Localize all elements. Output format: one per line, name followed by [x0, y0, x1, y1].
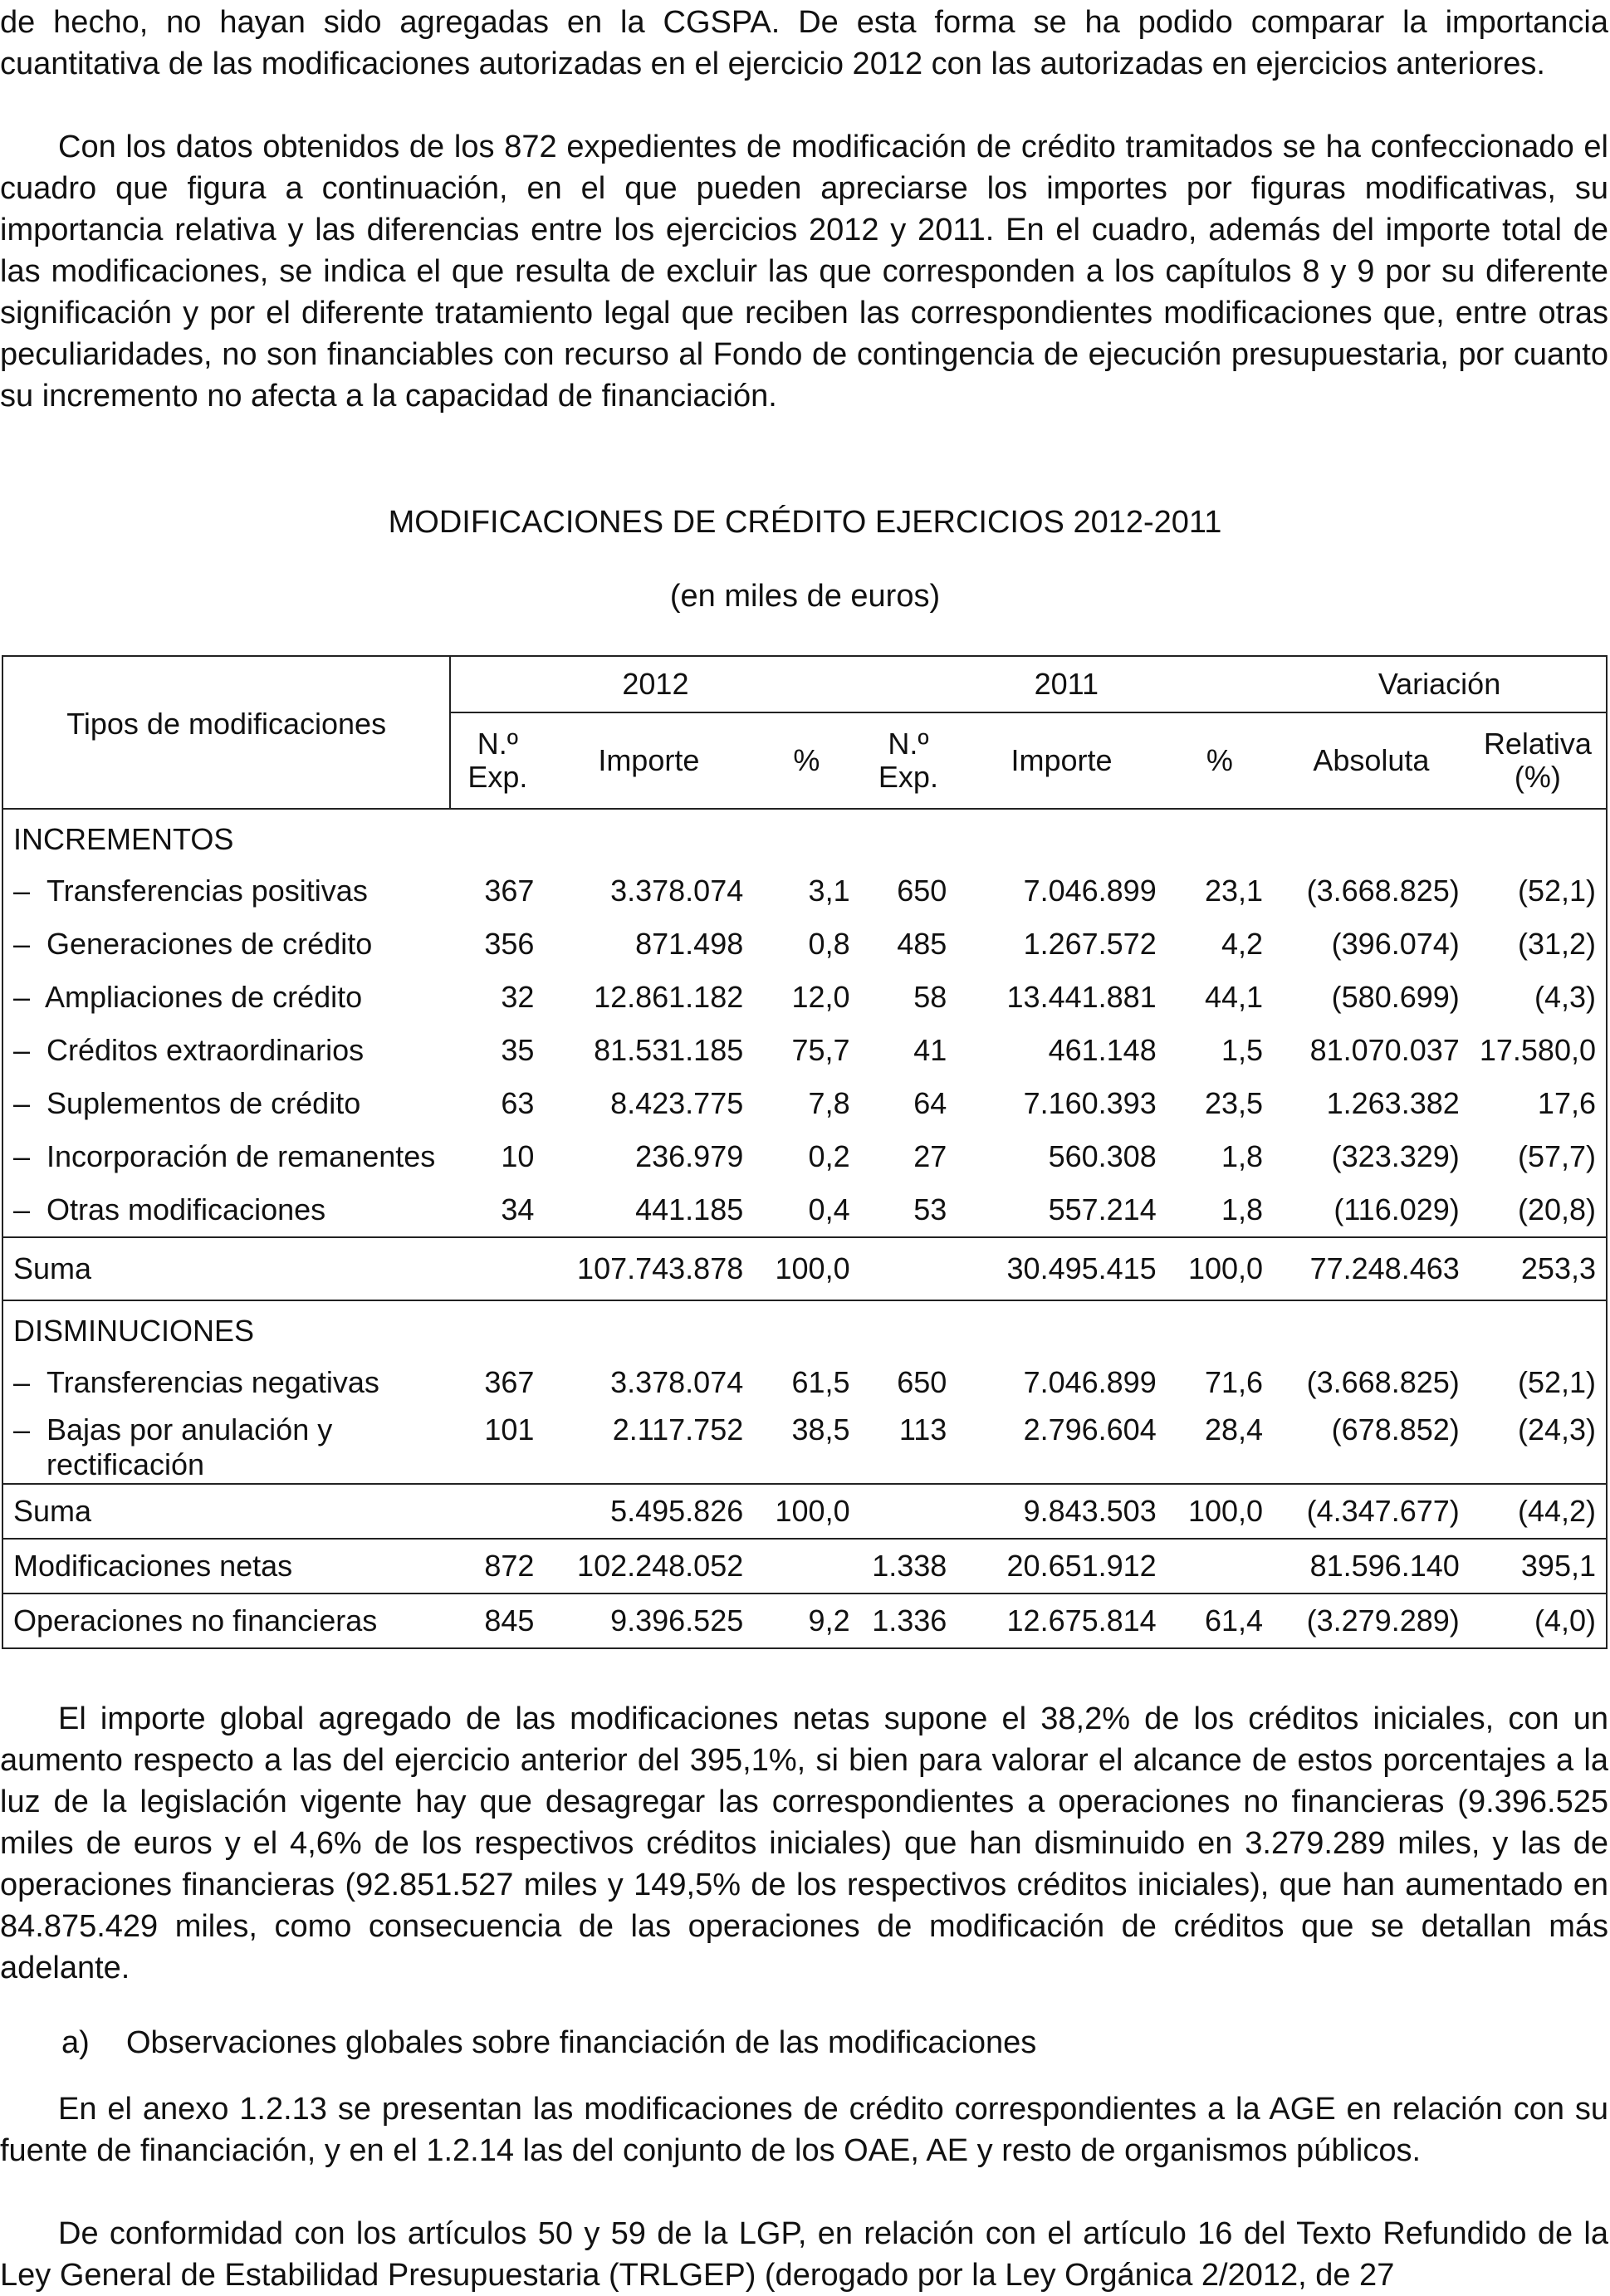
header-pct-2011: %: [1167, 712, 1273, 809]
list-item-text: Observaciones globales sobre financiación de las modificaciones: [126, 2025, 1037, 2060]
cell-relativa: (31,2): [1517, 927, 1596, 961]
row-label: – Suplementos de crédito: [13, 1086, 361, 1120]
section-row-disminuciones: [2, 1300, 1607, 1356]
row-label: – Otras modificaciones: [13, 1192, 326, 1226]
cell-relativa: (52,1): [1517, 1365, 1596, 1399]
table-row-suma-incrementos: [2, 1237, 1607, 1300]
cell-relativa: (4,0): [1470, 1593, 1607, 1648]
table-row: [2, 1183, 1607, 1237]
row-label: – Créditos extraordinarios: [13, 1033, 365, 1067]
cell-pct-2011: [1167, 1539, 1273, 1593]
cell-absoluta: 81.070.037: [1309, 1033, 1460, 1067]
cell-relativa: (20,8): [1517, 1192, 1596, 1226]
cell-relativa: (57,7): [1517, 1139, 1596, 1173]
cell-importe-2011: 7.046.899: [1023, 1365, 1157, 1399]
table-row: [2, 864, 1607, 918]
table-row: [2, 971, 1607, 1024]
table-row: [2, 1130, 1607, 1183]
cell-importe-2012: 5.495.826: [544, 1484, 753, 1539]
header-variacion: Variación: [1378, 667, 1501, 701]
row-label: Modificaciones netas: [2, 1539, 450, 1593]
cell-relativa: (4,3): [1534, 980, 1596, 1014]
paragraph-intro-2: Con los datos obtenidos de los 872 expedientes de modificación de crédito tramitados se ha confeccionado el cuadro que figura a continuación, en el que pueden apreciarse los importes por figuras modificativas, su importancia relativa y las diferencias entre los ejercicios 2012 y 2011. En el cuadro, además del importe total de las modificaciones, se indica el que resulta de excluir las que corresponden a los capítulos 8 y 9 por su diferente significación y por el diferente tratamiento legal que reciben las correspondientes modificaciones que, entre otras peculiaridades, no son financiables con recurso al Fondo de contingencia de ejecución presupuestaria, por cuanto su incremento no afecta a la capacidad de financiación.: [0, 130, 1608, 414]
cell-pct-2012: 100,0: [753, 1484, 859, 1539]
cell-absoluta: (396.074): [1331, 927, 1460, 961]
cell-importe-2011: 13.441.881: [1006, 980, 1157, 1014]
cell-importe-2012: 12.861.182: [594, 980, 744, 1014]
cell-nexp-2011: 58: [913, 980, 947, 1014]
cell-nexp-2012: 101: [484, 1412, 535, 1447]
header-tipos: Tipos de modificaciones: [66, 707, 387, 741]
cell-pct-2011: 23,5: [1204, 1086, 1264, 1120]
table-header-row-1: [2, 656, 1607, 712]
row-label: – Incorporación de remanentes: [13, 1139, 436, 1173]
cell-pct-2012: 0,4: [808, 1192, 850, 1226]
cell-importe-2011: 20.651.912: [957, 1539, 1166, 1593]
cell-pct-2012: 38,5: [791, 1412, 850, 1447]
cell-nexp-2011: [860, 1484, 957, 1539]
modifications-table: [2, 655, 1608, 1649]
cell-importe-2012: 871.498: [635, 927, 744, 961]
cell-nexp-2012: 10: [501, 1139, 535, 1173]
cell-importe-2012: 107.743.878: [544, 1237, 753, 1300]
cell-pct-2012: 75,7: [791, 1033, 850, 1067]
header-absoluta: Absoluta: [1273, 712, 1470, 809]
cell-nexp-2011: 53: [913, 1192, 947, 1226]
header-nexp-2012: N.º Exp.: [450, 712, 544, 809]
cell-absoluta: (323.329): [1331, 1139, 1460, 1173]
table-subtitle: (en miles de euros): [669, 579, 941, 614]
cell-absoluta: 1.263.382: [1326, 1086, 1460, 1120]
header-2011: 2011: [1034, 667, 1099, 701]
cell-pct-2012: [753, 1539, 859, 1593]
cell-pct-2011: 100,0: [1167, 1237, 1273, 1300]
cell-nexp-2011: 41: [913, 1033, 947, 1067]
cell-pct-2012: 9,2: [753, 1593, 859, 1648]
cell-importe-2011: 560.308: [1048, 1139, 1157, 1173]
cell-pct-2011: 1,8: [1221, 1139, 1264, 1173]
section-label-disminuciones: DISMINUCIONES: [2, 1300, 1607, 1356]
cell-pct-2011: 1,5: [1221, 1033, 1264, 1067]
cell-nexp-2012: 367: [484, 1365, 535, 1399]
cell-nexp-2012: 845: [450, 1593, 544, 1648]
table-row-operaciones-no-financieras: [2, 1593, 1607, 1648]
cell-importe-2012: 9.396.525: [544, 1593, 753, 1648]
row-label: – Transferencias positivas: [13, 874, 368, 908]
cell-absoluta: (580.699): [1331, 980, 1460, 1014]
cell-nexp-2011: 485: [897, 927, 947, 961]
cell-absoluta: 77.248.463: [1273, 1237, 1470, 1300]
cell-pct-2011: 100,0: [1167, 1484, 1273, 1539]
table-row: [2, 1077, 1607, 1130]
section-label-incrementos: INCREMENTOS: [2, 809, 1607, 864]
cell-pct-2012: 100,0: [753, 1237, 859, 1300]
cell-nexp-2012: 367: [484, 874, 535, 908]
cell-nexp-2012: 356: [484, 927, 535, 961]
header-2012: 2012: [450, 656, 859, 712]
paragraph-intro-1: de hecho, no hayan sido agregadas en la CGSPA. De esta forma se ha podido comparar la importancia cuantitativa de las modificaciones autorizadas en el ejercicio 2012 con las autorizadas en ejercicios anteriores.: [0, 5, 1608, 81]
table-row: [2, 1409, 1607, 1484]
cell-importe-2011: 7.160.393: [1023, 1086, 1157, 1120]
cell-nexp-2011: 64: [913, 1086, 947, 1120]
cell-absoluta: (116.029): [1334, 1192, 1460, 1226]
cell-nexp-2012: 34: [501, 1192, 535, 1226]
cell-nexp-2011: 113: [898, 1412, 947, 1447]
cell-pct-2012: 3,1: [808, 874, 850, 908]
cell-pct-2011: 23,1: [1204, 874, 1264, 908]
cell-nexp-2011: [860, 1237, 957, 1300]
cell-pct-2011: 4,2: [1221, 927, 1264, 961]
row-label: Suma: [2, 1484, 450, 1539]
cell-importe-2012: 3.378.074: [610, 874, 744, 908]
cell-pct-2011: 44,1: [1204, 980, 1264, 1014]
cell-relativa: 395,1: [1470, 1539, 1607, 1593]
cell-relativa: 253,3: [1470, 1237, 1607, 1300]
cell-pct-2012: 0,2: [808, 1139, 850, 1173]
header-nexp-2011: N.º Exp.: [860, 712, 957, 809]
row-label: – Ampliaciones de crédito: [13, 980, 363, 1014]
table-row-modificaciones-netas: [2, 1539, 1607, 1593]
cell-importe-2011: 9.843.503: [957, 1484, 1166, 1539]
cell-importe-2012: 81.531.185: [594, 1033, 744, 1067]
row-label: Suma: [2, 1237, 450, 1300]
header-relativa: Relativa (%): [1470, 712, 1607, 809]
cell-pct-2011: 28,4: [1204, 1412, 1264, 1447]
cell-importe-2011: 461.148: [1048, 1033, 1157, 1067]
cell-pct-2011: 1,8: [1221, 1192, 1264, 1226]
section-row-incrementos: [2, 809, 1607, 864]
cell-nexp-2011: 1.336: [860, 1593, 957, 1648]
cell-importe-2011: 2.796.604: [1023, 1412, 1157, 1447]
cell-importe-2011: 1.267.572: [1023, 927, 1157, 961]
cell-nexp-2012: [450, 1237, 544, 1300]
cell-absoluta: (3.668.825): [1306, 874, 1460, 908]
cell-absoluta: (678.852): [1331, 1412, 1460, 1447]
cell-pct-2011: 61,4: [1167, 1593, 1273, 1648]
cell-importe-2012: 236.979: [635, 1139, 744, 1173]
table-row: [2, 918, 1607, 971]
list-item-a: [0, 2022, 1610, 2063]
cell-relativa: 17,6: [1537, 1086, 1596, 1120]
paragraph-after-1: El importe global agregado de las modificaciones netas supone el 38,2% de los créditos iniciales, con un aumento respecto a las del ejercicio anterior del 395,1%, si bien para valorar el alcance de estos porcentajes a la luz de la legislación vigente hay que desagregar las correspondientes a operaciones no financieras (9.396.525 miles de euros y el 4,6% de los respectivos créditos iniciales) que han disminuido en 3.279.289 miles, y las de operaciones financieras (92.851.527 miles y 149,5% de los respectivos créditos iniciales), que han aumentado en 84.875.429 miles, como consecuencia de las operaciones de modificación de créditos que se detallan más adelante.: [0, 1701, 1608, 1985]
cell-absoluta: (3.668.825): [1306, 1365, 1460, 1399]
cell-importe-2011: 7.046.899: [1023, 874, 1157, 908]
cell-nexp-2011: 1.338: [860, 1539, 957, 1593]
header-importe-2011: Importe: [957, 712, 1166, 809]
row-label: Operaciones no financieras: [2, 1593, 450, 1648]
cell-pct-2011: 71,6: [1204, 1365, 1264, 1399]
cell-relativa: (52,1): [1517, 874, 1596, 908]
cell-importe-2012: 3.378.074: [610, 1365, 744, 1399]
header-pct-2012: %: [753, 712, 859, 809]
cell-absoluta: 81.596.140: [1273, 1539, 1470, 1593]
cell-relativa: (44,2): [1470, 1484, 1607, 1539]
cell-nexp-2012: 32: [501, 980, 535, 1014]
paragraph-after-3: De conformidad con los artículos 50 y 59 de la LGP, en relación con el artículo 16 del Texto Refundido de la Ley General de Estabilidad Presupuestaria (TRLGEP) (derogado por la Ley Orgánica 2/2012, de 27: [0, 2216, 1608, 2293]
cell-nexp-2011: 650: [897, 874, 947, 908]
cell-pct-2012: 61,5: [791, 1365, 850, 1399]
cell-nexp-2011: 650: [897, 1365, 947, 1399]
cell-nexp-2012: 63: [501, 1086, 535, 1120]
cell-pct-2012: 7,8: [808, 1086, 850, 1120]
cell-absoluta: (3.279.289): [1273, 1593, 1470, 1648]
row-label: – Bajas por anulación y rectificación: [13, 1412, 333, 1481]
cell-importe-2011: 557.214: [1048, 1192, 1157, 1226]
cell-nexp-2012: [450, 1484, 544, 1539]
table-row: [2, 1356, 1607, 1409]
table-row-suma-disminuciones: [2, 1484, 1607, 1539]
header-importe-2012: Importe: [544, 712, 753, 809]
cell-pct-2012: 12,0: [791, 980, 850, 1014]
row-label: – Generaciones de crédito: [13, 927, 373, 961]
cell-nexp-2012: 35: [501, 1033, 535, 1067]
cell-absoluta: (4.347.677): [1273, 1484, 1470, 1539]
cell-nexp-2011: 27: [913, 1139, 947, 1173]
row-label: – Transferencias negativas: [13, 1365, 379, 1399]
cell-importe-2012: 102.248.052: [544, 1539, 753, 1593]
cell-relativa: 17.580,0: [1479, 1033, 1596, 1067]
cell-importe-2012: 441.185: [635, 1192, 744, 1226]
cell-nexp-2012: 872: [450, 1539, 544, 1593]
cell-importe-2012: 8.423.775: [610, 1086, 744, 1120]
cell-importe-2011: 30.495.415: [957, 1237, 1166, 1300]
cell-importe-2012: 2.117.752: [612, 1412, 744, 1447]
table-title: MODIFICACIONES DE CRÉDITO EJERCICIOS 2012-2011: [388, 505, 1222, 540]
paragraph-after-2: En el anexo 1.2.13 se presentan las modificaciones de crédito correspondientes a la AGE en relación con su fuente de financiación, y en el 1.2.14 las del conjunto de los OAE, AE y resto de organismos públicos.: [0, 2092, 1608, 2168]
cell-pct-2012: 0,8: [808, 927, 850, 961]
list-marker: a): [61, 2025, 90, 2060]
cell-importe-2011: 12.675.814: [957, 1593, 1166, 1648]
cell-relativa: (24,3): [1517, 1412, 1596, 1447]
table-row: [2, 1024, 1607, 1077]
